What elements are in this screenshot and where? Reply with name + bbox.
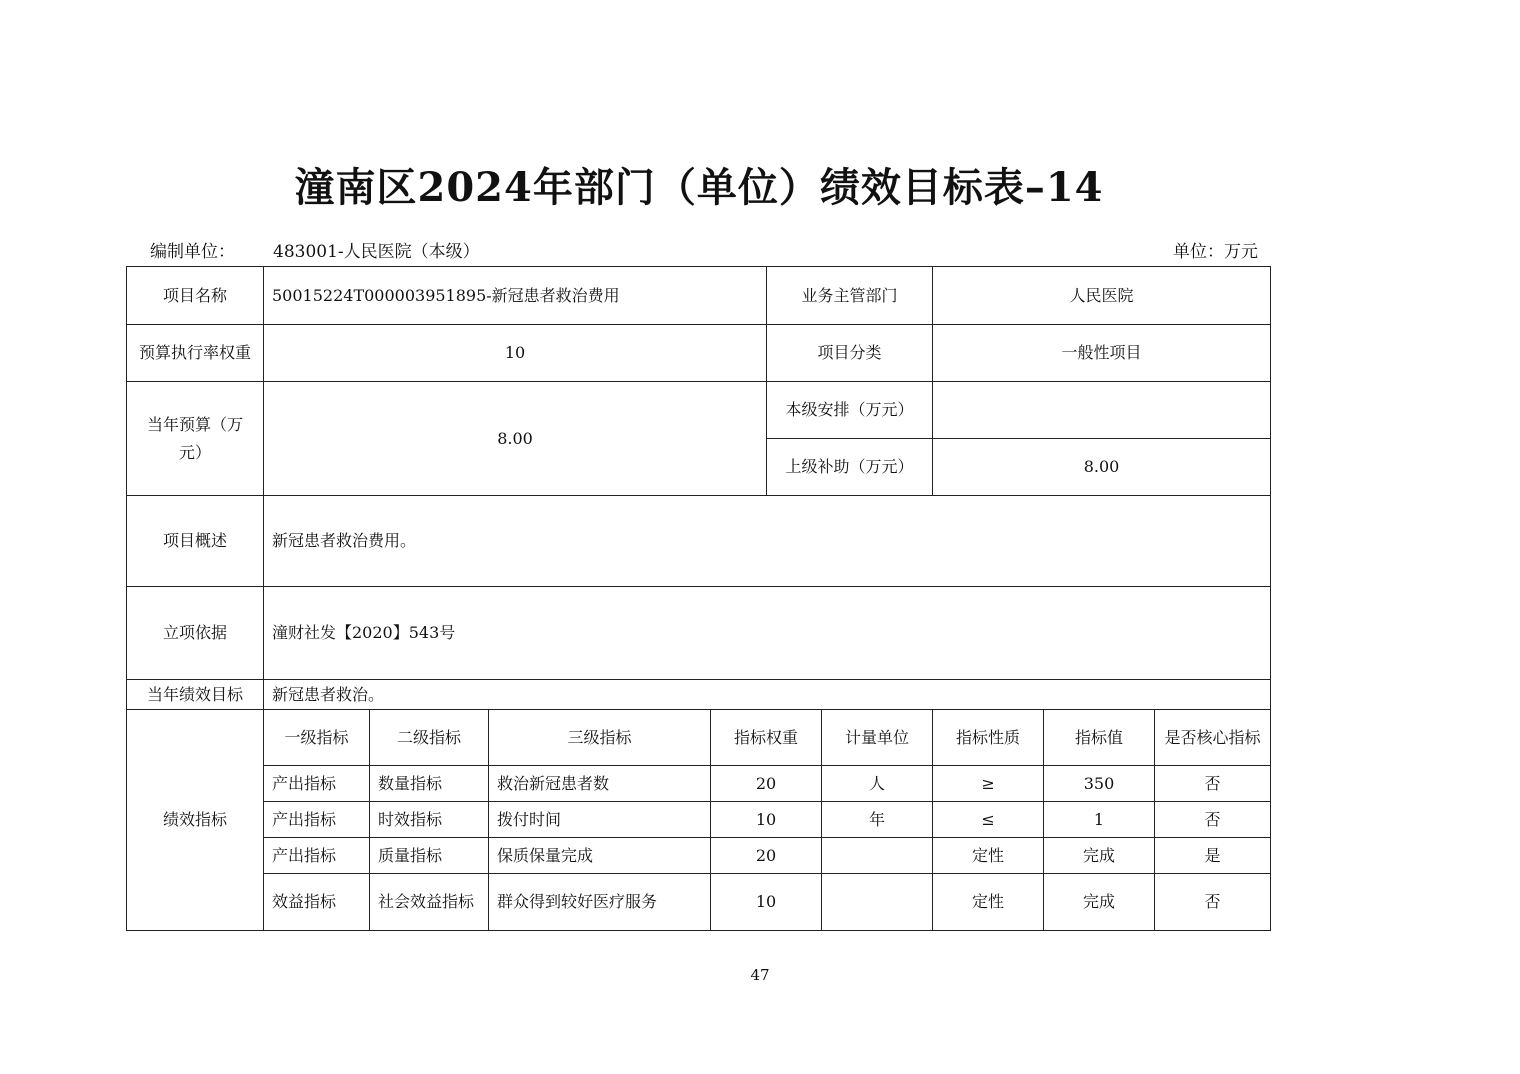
cell-level2: 时效指标 [370,802,489,838]
weight-value: 10 [264,325,767,382]
basis-value: 潼财社发【2020】543号 [264,587,1271,680]
cell-unit: 人 [822,766,933,802]
header-nature: 指标性质 [933,710,1044,766]
dept-value: 人民医院 [933,267,1271,325]
table-row [127,802,1271,838]
category-label: 项目分类 [767,325,933,382]
header-unit: 计量单位 [822,710,933,766]
project-name-label: 项目名称 [127,267,264,325]
upper-label: 上级补助（万元） [767,439,933,496]
cell-level3: 群众得到较好医疗服务 [489,874,711,931]
page-number: 47 [750,966,770,984]
header-value: 指标值 [1044,710,1155,766]
project-name-value: 50015224T000003951895-新冠患者救治费用 [264,267,767,325]
cell-unit [822,838,933,874]
cell-core: 是 [1155,838,1271,874]
cell-core: 否 [1155,874,1271,931]
table-row [127,838,1271,874]
cell-weight: 20 [711,766,822,802]
budget-value: 8.00 [264,382,767,496]
dept-label: 业务主管部门 [767,267,933,325]
cell-nature: 定性 [933,874,1044,931]
performance-table [126,266,1271,931]
unit-label: 编制单位： [150,242,235,262]
cell-core: 否 [1155,766,1271,802]
cell-weight: 10 [711,874,822,931]
table-row [127,766,1271,802]
cell-level3: 保质保量完成 [489,838,711,874]
cell-level1: 产出指标 [264,802,370,838]
cell-value: 完成 [1044,838,1155,874]
summary-label: 项目概述 [127,496,264,587]
page-title: 潼南区2024年部门（单位）绩效目标表–14 [294,164,1104,211]
table-row [127,874,1271,931]
indicators-label: 绩效指标 [127,710,264,931]
local-label: 本级安排（万元） [767,382,933,439]
header-level1: 一级指标 [264,710,370,766]
cell-value: 完成 [1044,874,1155,931]
goal-label: 当年绩效目标 [127,680,264,710]
cell-value: 1 [1044,802,1155,838]
cell-weight: 10 [711,802,822,838]
cell-level3: 拨付时间 [489,802,711,838]
cell-value: 350 [1044,766,1155,802]
header-weight: 指标权重 [711,710,822,766]
basis-label: 立项依据 [127,587,264,680]
cell-weight: 20 [711,838,822,874]
header-core: 是否核心指标 [1155,710,1271,766]
summary-value: 新冠患者救治费用。 [264,496,1271,587]
cell-level2: 质量指标 [370,838,489,874]
cell-level2: 社会效益指标 [370,874,489,931]
cell-nature: ≥ [933,766,1044,802]
header-level3: 三级指标 [489,710,711,766]
unit-value: 483001-人民医院（本级） [273,242,480,262]
cell-nature: ≤ [933,802,1044,838]
currency-unit: 单位：万元 [1173,242,1258,262]
cell-unit [822,874,933,931]
goal-value: 新冠患者救治。 [264,680,1271,710]
cell-level1: 产出指标 [264,838,370,874]
cell-level1: 效益指标 [264,874,370,931]
cell-level3: 救治新冠患者数 [489,766,711,802]
cell-nature: 定性 [933,838,1044,874]
cell-level2: 数量指标 [370,766,489,802]
weight-label: 预算执行率权重 [127,325,264,382]
category-value: 一般性项目 [933,325,1271,382]
upper-value: 8.00 [933,439,1271,496]
header-level2: 二级指标 [370,710,489,766]
cell-core: 否 [1155,802,1271,838]
budget-label: 当年预算（万元） [127,382,264,496]
local-value [933,382,1271,439]
cell-unit: 年 [822,802,933,838]
cell-level1: 产出指标 [264,766,370,802]
